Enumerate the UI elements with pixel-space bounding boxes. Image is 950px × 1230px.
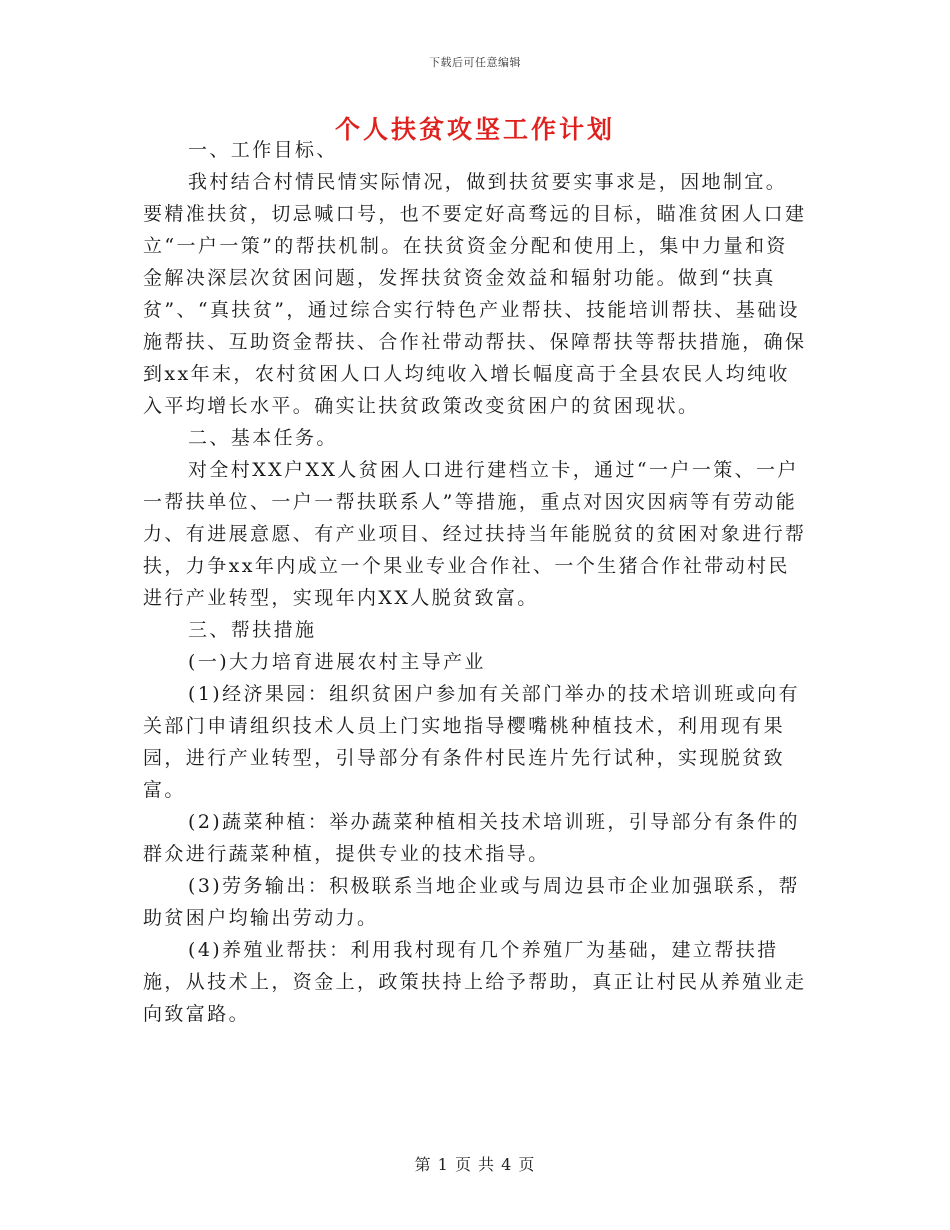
- paragraph-goals: 我村结合村情民情实际情况，做到扶贫要实事求是，因地制宜。要精准扶贫，切忌喊口号，也不要定好高骛远的目标，瞄准贫困人口建立“一户一策”的帮扶机制。在扶贫资金分配和使用上，集中力量和资金解决深层次贫困问题，发挥扶贫资金效益和辐射功能。做到“扶真贫”、“真扶贫”，通过综合实行特色产业帮扶、技能培训帮扶、基础设施帮扶、互助资金帮扶、合作社带动帮扶、保障帮扶等帮扶措施，确保到xx年末，农村贫困人口人均纯收入增长幅度高于全县农民人均纯收入平均增长水平。确实让扶贫政策改变贫困户的贫困现状。: [143, 171, 807, 417]
- paragraph-breeding: (4)养殖业帮扶：利用我村现有几个养殖厂为基础，建立帮扶措施，从技术上，资金上，政策扶持上给予帮助，真正让村民从养殖业走向致富路。: [143, 939, 807, 1025]
- section-heading-measures: 三、帮扶措施: [188, 619, 317, 641]
- paragraph-vegetables: (2)蔬菜种植：举办蔬菜种植相关技术培训班，引导部分有条件的群众进行蔬菜种植，提供专业的技术指导。: [143, 811, 800, 865]
- subheading-industry: (一)大力培育进展农村主导产业: [188, 651, 486, 673]
- header-note: 下载后可任意编辑: [429, 56, 521, 69]
- document-body: [143, 134, 808, 1030]
- paragraph-orchard: (1)经济果园：组织贫困户参加有关部门举办的技术培训班或向有关部门申请组织技术人员上门实地指导樱嘴桃种植技术，利用现有果园，进行产业转型，引导部分有条件村民连片先行试种，实现脱贫致富。: [143, 683, 800, 801]
- page-footer: 第 1 页 共 4 页: [414, 1155, 536, 1174]
- document-title: 个人扶贫攻坚工作计划: [334, 115, 615, 144]
- section-heading-tasks: 二、基本任务。: [188, 427, 338, 449]
- paragraph-tasks: 对全村XX户XX人贫困人口进行建档立卡，通过“一户一策、一户一帮扶单位、一户一帮扶联系人”等措施，重点对因灾因病等有劳动能力、有进展意愿、有产业项目、经过扶持当年能脱贫的贫困对象进行帮扶，力争xx年内成立一个果业专业合作社、一个生猪合作社带动村民进行产业转型，实现年内XX人脱贫致富。: [143, 459, 807, 609]
- paragraph-labor: (3)劳务输出：积极联系当地企业或与周边县市企业加强联系，帮助贫困户均输出劳动力。: [143, 875, 800, 929]
- section-heading-goals: 一、工作目标、: [188, 139, 338, 161]
